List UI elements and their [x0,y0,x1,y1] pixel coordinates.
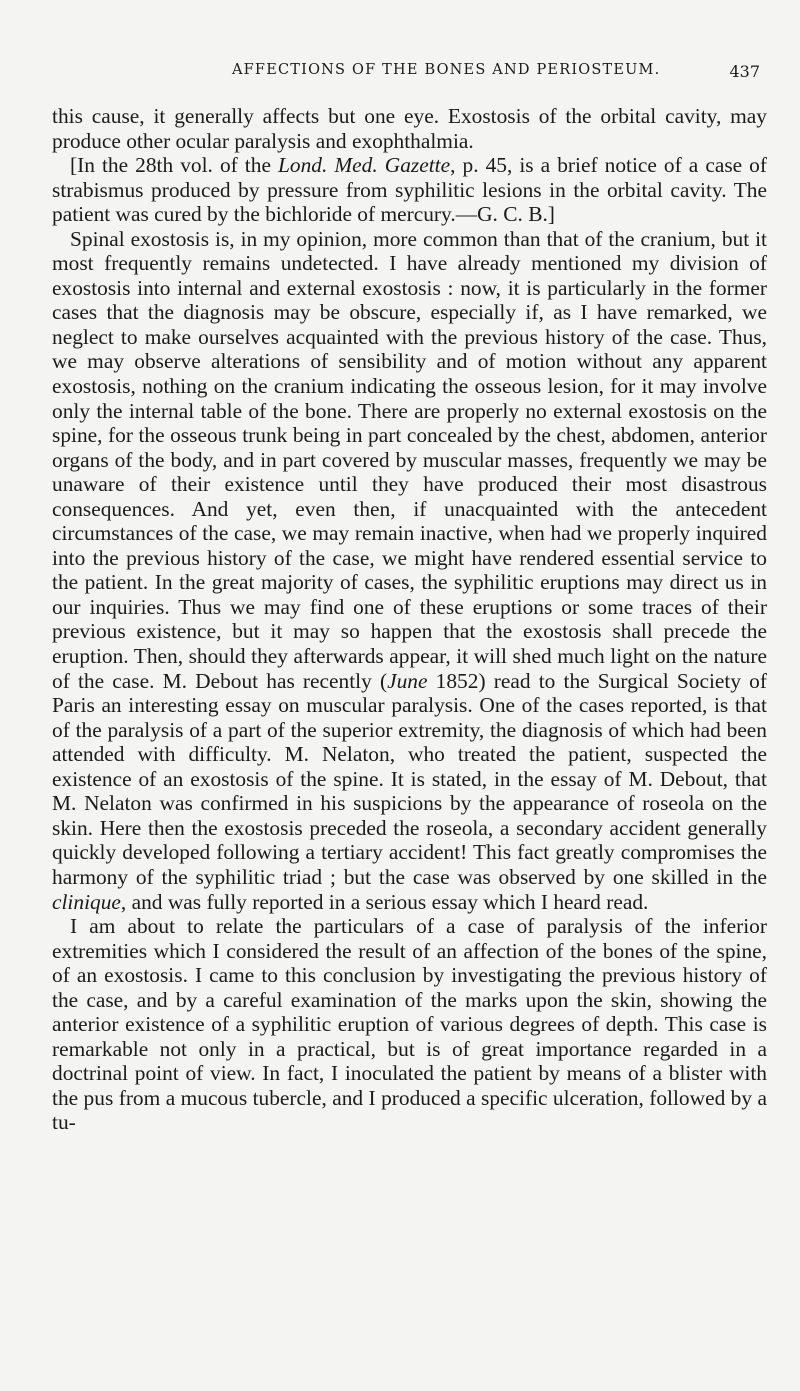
paragraph-p3 [52,227,767,914]
italic-text-run: June [387,668,428,693]
text-run: , and was fully reported in a serious essay which I heard read. [120,889,649,914]
text-run: [In the 28th vol. of the [70,153,278,178]
running-head-title: AFFECTIONS OF THE BONES AND PERIOSTEUM. [232,62,661,78]
text-run: Spinal exostosis is, in my opinion, more common than that of the cranium, but it most frequently remains undetected. I have already mentioned my division of exostosis into internal and external exostosis : now, it is particularly in the former cases that the diagnosis may be obscure, especially if, as I have remarked, we neglect to make ourselves acquainted with the previous history of the case. Thus, we may observe alterations of sensibility and of motion without any apparent exostosis, nothing on the cranium indicating the osseous lesion, for it may involve only the internal table of the bone. There are properly no external exostosis on the spine, for the osseous trunk being in part concealed by the chest, abdomen, anterior organs of the body, and in part covered by muscular masses, frequently we may be unaware of their existence until they have produced their most disastrous consequences. And yet, even then, if unacquainted with the antecedent circumstances of the case, we may remain inactive, when had we properly inquired into the previous history of the case, we might have rendered essential service to the patient. In the great majority of cases, the syphilitic eruptions may direct us in our inquiries. Thus we may find one of these eruptions or some traces of their previous existence, but it may so happen that the exostosis shall precede the eruption. Then, should they afterwards appear, it will shed much light on the nature of the case. M. Debout has recently ( [52,226,767,693]
italic-text-run: clinique [52,889,121,914]
text-run: this cause, it generally affects but one eye. Exostosis of the orbital cavity, may produce other ocular paralysis and exophthalmia. [52,104,767,153]
body-text [52,104,767,1135]
text-run: I am about to relate the particulars of a case of paralysis of the inferior extremities which I considered the result of an affection of the bones of the spine, of an exostosis. I came to this conclusion by investigating the previous history of the case, and by a careful examination of the marks upon the skin, showing the anterior existence of a syphilitic eruption of various degrees of depth. This case is remarkable not only in a practical, but is of great importance regarded in a doctrinal point of view. In fact, I inoculated the patient by means of a blister with the pus from a mucous tubercle, and I produced a specific ulceration, followed by a tu- [52,914,767,1135]
page-number: 437 [729,62,760,81]
paragraph-p2 [52,153,767,227]
running-head [0,62,800,92]
text-run: 1852) read to the Surgical Society of Paris an interesting essay on muscular paralysis. One of the cases reported, is that of the paralysis of a part of the superior extremity, the diagnosis of which had been attended with difficulty. M. Nelaton, who treated the patient, suspected the existence of an exostosis of the spine. It is stated, in the essay of M. Debout, that M. Nelaton was confirmed in his suspicions by the appearance of roseola on the skin. Here then the exostosis preceded the roseola, a secondary accident generally quickly developed following a tertiary accident! This fact greatly compromises the harmony of the syphilitic triad ; but the case was observed by one skilled in the [52,668,767,889]
paragraph-p1 [52,104,767,153]
paragraph-p4 [52,914,767,1135]
text-run: , p. 45, is a brief notice of a case of strabismus produced by pressure from syphilitic lesions in the orbital cavity. The patient was cured by the bichloride of mercury.—G. C. B.] [52,153,767,227]
italic-text-run: Lond. Med. Gazette [277,153,451,178]
